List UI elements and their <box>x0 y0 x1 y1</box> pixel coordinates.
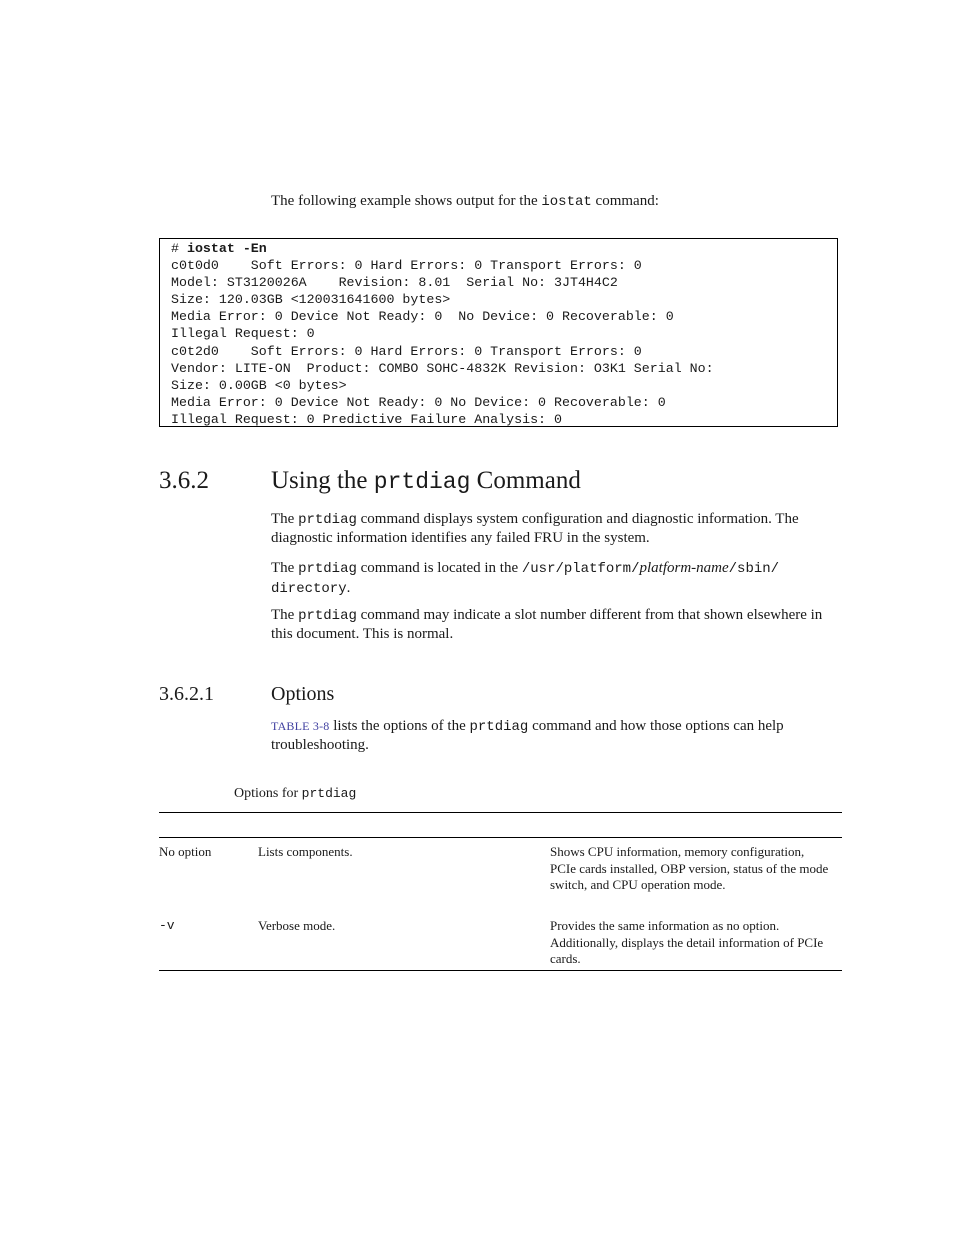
p2-path-part1: /usr/platform/ <box>521 561 640 577</box>
table-cell-option: -v <box>159 918 175 933</box>
section-title <box>271 466 581 497</box>
code-output-line: Model: ST3120026A Revision: 8.01 Serial No: 3JT4H4C2 <box>171 275 618 291</box>
p2-code: prtdiag <box>298 561 357 577</box>
subsection-title: Options <box>271 683 335 705</box>
paragraph-table-reference <box>271 718 846 754</box>
table-cell-description: Verbose mode. <box>258 918 336 933</box>
p2-text-before: The <box>271 560 299 576</box>
paragraph-prtdiag-location <box>271 559 846 598</box>
p2-path-italic: platform-name <box>639 560 729 576</box>
code-output-line: Size: 0.00GB <0 bytes> <box>171 377 347 393</box>
table-cell-option: No option <box>159 844 212 859</box>
p2-text-middle: command is located in the <box>356 560 522 576</box>
p3-text-after: command may indicate a slot number different from that shown elsewhere in this document. This is normal. <box>271 607 823 642</box>
table-cell-detail: Provides the same information as no option. Additionally, displays the detail information of PCIe cards. <box>550 918 824 966</box>
code-output-line: Size: 120.03GB <120031641600 bytes> <box>171 292 451 308</box>
table-bottom-rule <box>159 970 842 971</box>
section-number: 3.6.2 <box>159 467 209 494</box>
code-output-line: c0t0d0 Soft Errors: 0 Hard Errors: 0 Transport Errors: 0 <box>171 258 642 274</box>
table-cross-reference-link[interactable]: TABLE 3-8 <box>271 719 330 733</box>
code-output-line: Illegal Request: 0 Predictive Failure Analysis: 0 <box>171 411 562 427</box>
shell-command: iostat -En <box>186 241 267 256</box>
p3-code: prtdiag <box>298 608 357 624</box>
table-cell-detail: Shows CPU information, memory configuration, PCIe cards installed, OBP version, status of the mode switch, and CPU operation mode. <box>550 844 829 892</box>
options-text-after: command and how those options can help troubleshooting. <box>271 718 784 753</box>
options-text-before: lists the options of the <box>329 718 470 734</box>
options-code: prtdiag <box>469 719 529 735</box>
code-output-line: Illegal Request: 0 <box>171 326 315 342</box>
intro-text-before: The following example shows output for the <box>271 193 542 209</box>
p1-text-before: The <box>271 511 299 527</box>
p2-path-part3: directory <box>271 580 347 597</box>
table-cell-description: Lists components. <box>258 844 353 859</box>
shell-prompt: # <box>171 241 187 256</box>
intro-text-after: command: <box>591 193 659 209</box>
code-output-line: Vendor: LITE-ON Product: COMBO SOHC-4832K Revision: O3K1 Serial No: <box>171 360 714 376</box>
p2-path-part2: /sbin/ <box>728 561 780 577</box>
section-title-after: Command <box>470 467 581 494</box>
subsection-number: 3.6.2.1 <box>159 683 214 705</box>
code-example-box <box>159 238 838 427</box>
section-title-before: Using the <box>271 467 374 494</box>
p2-text-end: . <box>346 579 351 596</box>
section-title-code: prtdiag <box>373 469 471 495</box>
table-top-rule <box>159 812 842 813</box>
intro-code-iostat: iostat <box>541 194 592 210</box>
paragraph-prtdiag-slot-note <box>271 607 846 643</box>
paragraph-prtdiag-description <box>271 511 846 547</box>
code-output-line: c0t2d0 Soft Errors: 0 Hard Errors: 0 Transport Errors: 0 <box>171 343 642 359</box>
p1-text-after: command displays system configuration and diagnostic information. The diagnostic information identifies any failed FRU in the system. <box>271 511 799 546</box>
caption-text: Options for <box>234 786 302 801</box>
code-output-line: Media Error: 0 Device Not Ready: 0 No Device: 0 Recoverable: 0 <box>171 394 666 410</box>
p1-code: prtdiag <box>298 512 357 528</box>
table-caption <box>234 785 356 803</box>
table-header-rule <box>159 837 842 838</box>
caption-code: prtdiag <box>301 786 357 801</box>
p3-text-before: The <box>271 607 299 623</box>
intro-paragraph <box>271 192 659 211</box>
code-output-line: Media Error: 0 Device Not Ready: 0 No Device: 0 Recoverable: 0 <box>171 309 674 325</box>
code-command-line <box>171 240 837 257</box>
